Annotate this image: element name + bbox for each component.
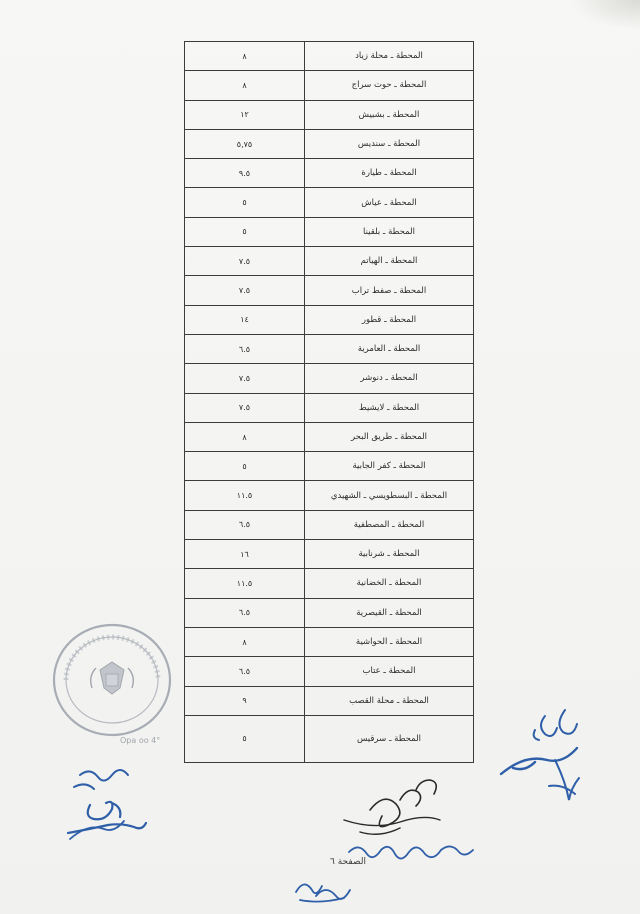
official-stamp <box>40 618 178 748</box>
station-cell: المحطة ـ طريق البحر <box>305 422 474 451</box>
station-cell: المحطة ـ الحواشية <box>305 627 474 656</box>
value-cell: ٦.٥ <box>185 657 305 686</box>
station-cell: المحطة ـ صفط تراب <box>305 276 474 305</box>
station-cell: المحطة ـ لايشيط <box>305 393 474 422</box>
table-row <box>185 569 474 598</box>
value-cell: ١٤ <box>185 305 305 334</box>
table-row <box>185 217 474 246</box>
table-row <box>185 627 474 656</box>
value-cell: ٥ <box>185 715 305 762</box>
table-row <box>185 540 474 569</box>
station-cell: المحطة ـ سرقيس <box>305 715 474 762</box>
value-cell: ٦.٥ <box>185 598 305 627</box>
signature-footer <box>290 872 360 906</box>
value-cell: ١٢ <box>185 100 305 129</box>
table-row <box>185 42 474 71</box>
signature-right <box>495 700 595 810</box>
value-cell: ٥,٧٥ <box>185 129 305 158</box>
table-row <box>185 247 474 276</box>
signature-left <box>60 755 155 850</box>
station-cell: المحطة ـ بلقينا <box>305 217 474 246</box>
eagle-emblem-icon <box>91 662 134 694</box>
table-row <box>185 657 474 686</box>
value-cell: ٨ <box>185 71 305 100</box>
table-row <box>185 159 474 188</box>
station-cell: المحطة ـ محلة القصب <box>305 686 474 715</box>
value-cell: ٨ <box>185 627 305 656</box>
signature-bottom-center <box>345 832 485 872</box>
table-row <box>185 510 474 539</box>
station-cell: المحطة ـ بشبيش <box>305 100 474 129</box>
station-cell: المحطة ـ الهياتم <box>305 247 474 276</box>
value-cell: ٧.٥ <box>185 276 305 305</box>
table-row <box>185 452 474 481</box>
table-row <box>185 364 474 393</box>
value-cell: ٥ <box>185 452 305 481</box>
value-cell: ٩ <box>185 686 305 715</box>
station-cell: المحطة ـ الخضانية <box>305 569 474 598</box>
station-cell: المحطة ـ حوت سراج <box>305 71 474 100</box>
station-cell: المحطة ـ شرنابية <box>305 540 474 569</box>
table-row <box>185 100 474 129</box>
table-row <box>185 276 474 305</box>
table-row <box>185 188 474 217</box>
station-cell: المحطة ـ محلة زياد <box>305 42 474 71</box>
svg-text:Opa oo 4°: Opa oo 4° <box>120 736 161 745</box>
station-cell: المحطة ـ دنوشر <box>305 364 474 393</box>
table-row <box>185 129 474 158</box>
value-cell: ٦.٥ <box>185 334 305 363</box>
value-cell: ٨ <box>185 422 305 451</box>
fare-table <box>184 41 474 763</box>
table-row <box>185 686 474 715</box>
table-row <box>185 393 474 422</box>
table-row <box>185 334 474 363</box>
value-cell: ٧.٥ <box>185 364 305 393</box>
value-cell: ١٦ <box>185 540 305 569</box>
table-row <box>185 71 474 100</box>
table-row <box>185 715 474 762</box>
value-cell: ٧.٥ <box>185 247 305 276</box>
table-row <box>185 598 474 627</box>
page-number-label: الصفحة ٦ <box>330 857 366 867</box>
station-cell: المحطة ـ عتاب <box>305 657 474 686</box>
scan-corner-shadow <box>570 0 640 30</box>
station-cell: المحطة ـ المصطفية <box>305 510 474 539</box>
value-cell: ١١.٥ <box>185 569 305 598</box>
station-cell: المحطة ـ قطور <box>305 305 474 334</box>
value-cell: ١١.٥ <box>185 481 305 510</box>
value-cell: ٨ <box>185 42 305 71</box>
value-cell: ٥ <box>185 217 305 246</box>
station-cell: المحطة ـ القيصرية <box>305 598 474 627</box>
value-cell: ٦.٥ <box>185 510 305 539</box>
station-cell: المحطة ـ طيارة <box>305 159 474 188</box>
station-cell: المحطة ـ العامرية <box>305 334 474 363</box>
station-cell: المحطة ـ البسطويسي ـ الشهيدي <box>305 481 474 510</box>
station-cell: المحطة ـ عياش <box>305 188 474 217</box>
table-row <box>185 481 474 510</box>
value-cell: ٧.٥ <box>185 393 305 422</box>
station-cell: المحطة ـ سنديس <box>305 129 474 158</box>
table-row <box>185 305 474 334</box>
value-cell: ٩.٥ <box>185 159 305 188</box>
station-cell: المحطة ـ كفر الجابية <box>305 452 474 481</box>
table-row <box>185 422 474 451</box>
value-cell: ٥ <box>185 188 305 217</box>
fare-table-body <box>185 42 474 763</box>
